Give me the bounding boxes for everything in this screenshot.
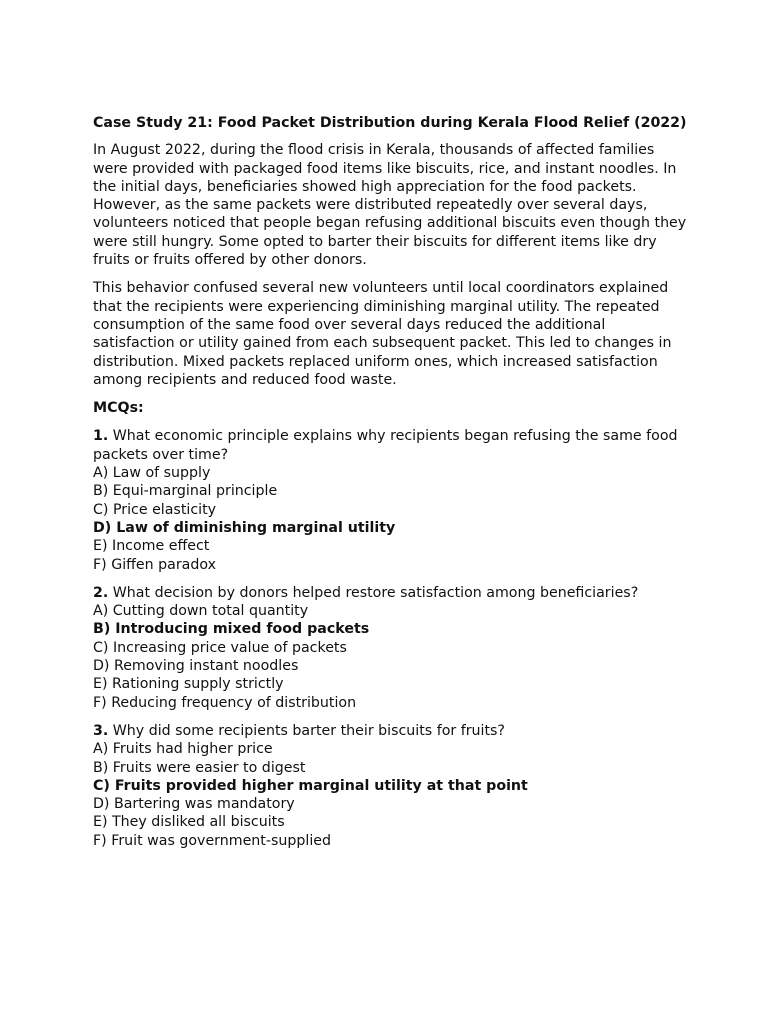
correct-answer-option: B) Introducing mixed food packets	[93, 621, 370, 638]
answer-option: B) Fruits were easier to digest	[93, 759, 306, 776]
answer-option: E) Income effect	[93, 538, 210, 555]
question-text: What decision by donors helped restore satisfaction among beneficiaries?	[112, 584, 639, 601]
question-number: 2.	[93, 584, 109, 601]
mcq-question	[93, 427, 688, 573]
mcq-question	[93, 722, 688, 850]
answer-option: A) Fruits had higher price	[93, 741, 273, 758]
question-stem	[93, 427, 688, 464]
question-number: 1.	[93, 428, 109, 445]
mcq-question	[93, 584, 688, 712]
answer-option: A) Law of supply	[93, 465, 211, 482]
question-stem	[93, 584, 688, 602]
answer-option: F) Giffen paradox	[93, 556, 217, 573]
answer-option: F) Reducing frequency of distribution	[93, 694, 357, 711]
answer-option: B) Equi-marginal principle	[93, 483, 278, 500]
body-paragraph: This behavior confused several new volunteers until local coordinators explained that the recipients were experiencing diminishing marginal utility. The repeated consumption of the same food over several days reduced the additional satisfaction or utility gained from each subsequent packet. This led to changes in distribution. Mixed packets replaced uniform ones, which increased satisfaction among recipients and reduced food waste.	[93, 280, 672, 388]
answer-option: C) Price elasticity	[93, 501, 217, 518]
answer-option: A) Cutting down total quantity	[93, 603, 309, 620]
case-study-title: Case Study 21: Food Packet Distribution during Kerala Flood Relief (2022)	[93, 115, 687, 131]
answer-option: C) Increasing price value of packets	[93, 639, 347, 656]
mcq-heading: MCQs:	[93, 400, 144, 417]
correct-answer-option: D) Law of diminishing marginal utility	[93, 519, 396, 536]
question-number: 3.	[93, 722, 109, 739]
question-text: What economic principle explains why recipients began refusing the same food packets over time?	[93, 428, 678, 463]
answer-option: F) Fruit was government-supplied	[93, 832, 331, 849]
answer-option: E) They disliked all biscuits	[93, 814, 285, 831]
question-stem	[93, 722, 688, 740]
answer-option: E) Rationing supply strictly	[93, 676, 284, 693]
body-paragraph: In August 2022, during the flood crisis in Kerala, thousands of affected families were provided with packaged food items like biscuits, rice, and instant noodles. In the initial days, beneficiaries showed high appreciation for the food packets. However, as the same packets were distributed repeatedly over several days, volunteers noticed that people began refusing additional biscuits even though they were still hungry. Some opted to barter their biscuits for different items like dry fruits or fruits offered by other donors.	[93, 142, 687, 269]
question-text: Why did some recipients barter their biscuits for fruits?	[112, 722, 505, 739]
correct-answer-option: C) Fruits provided higher marginal utility at that point	[93, 777, 528, 794]
answer-option: D) Removing instant noodles	[93, 658, 299, 675]
answer-option: D) Bartering was mandatory	[93, 796, 295, 813]
